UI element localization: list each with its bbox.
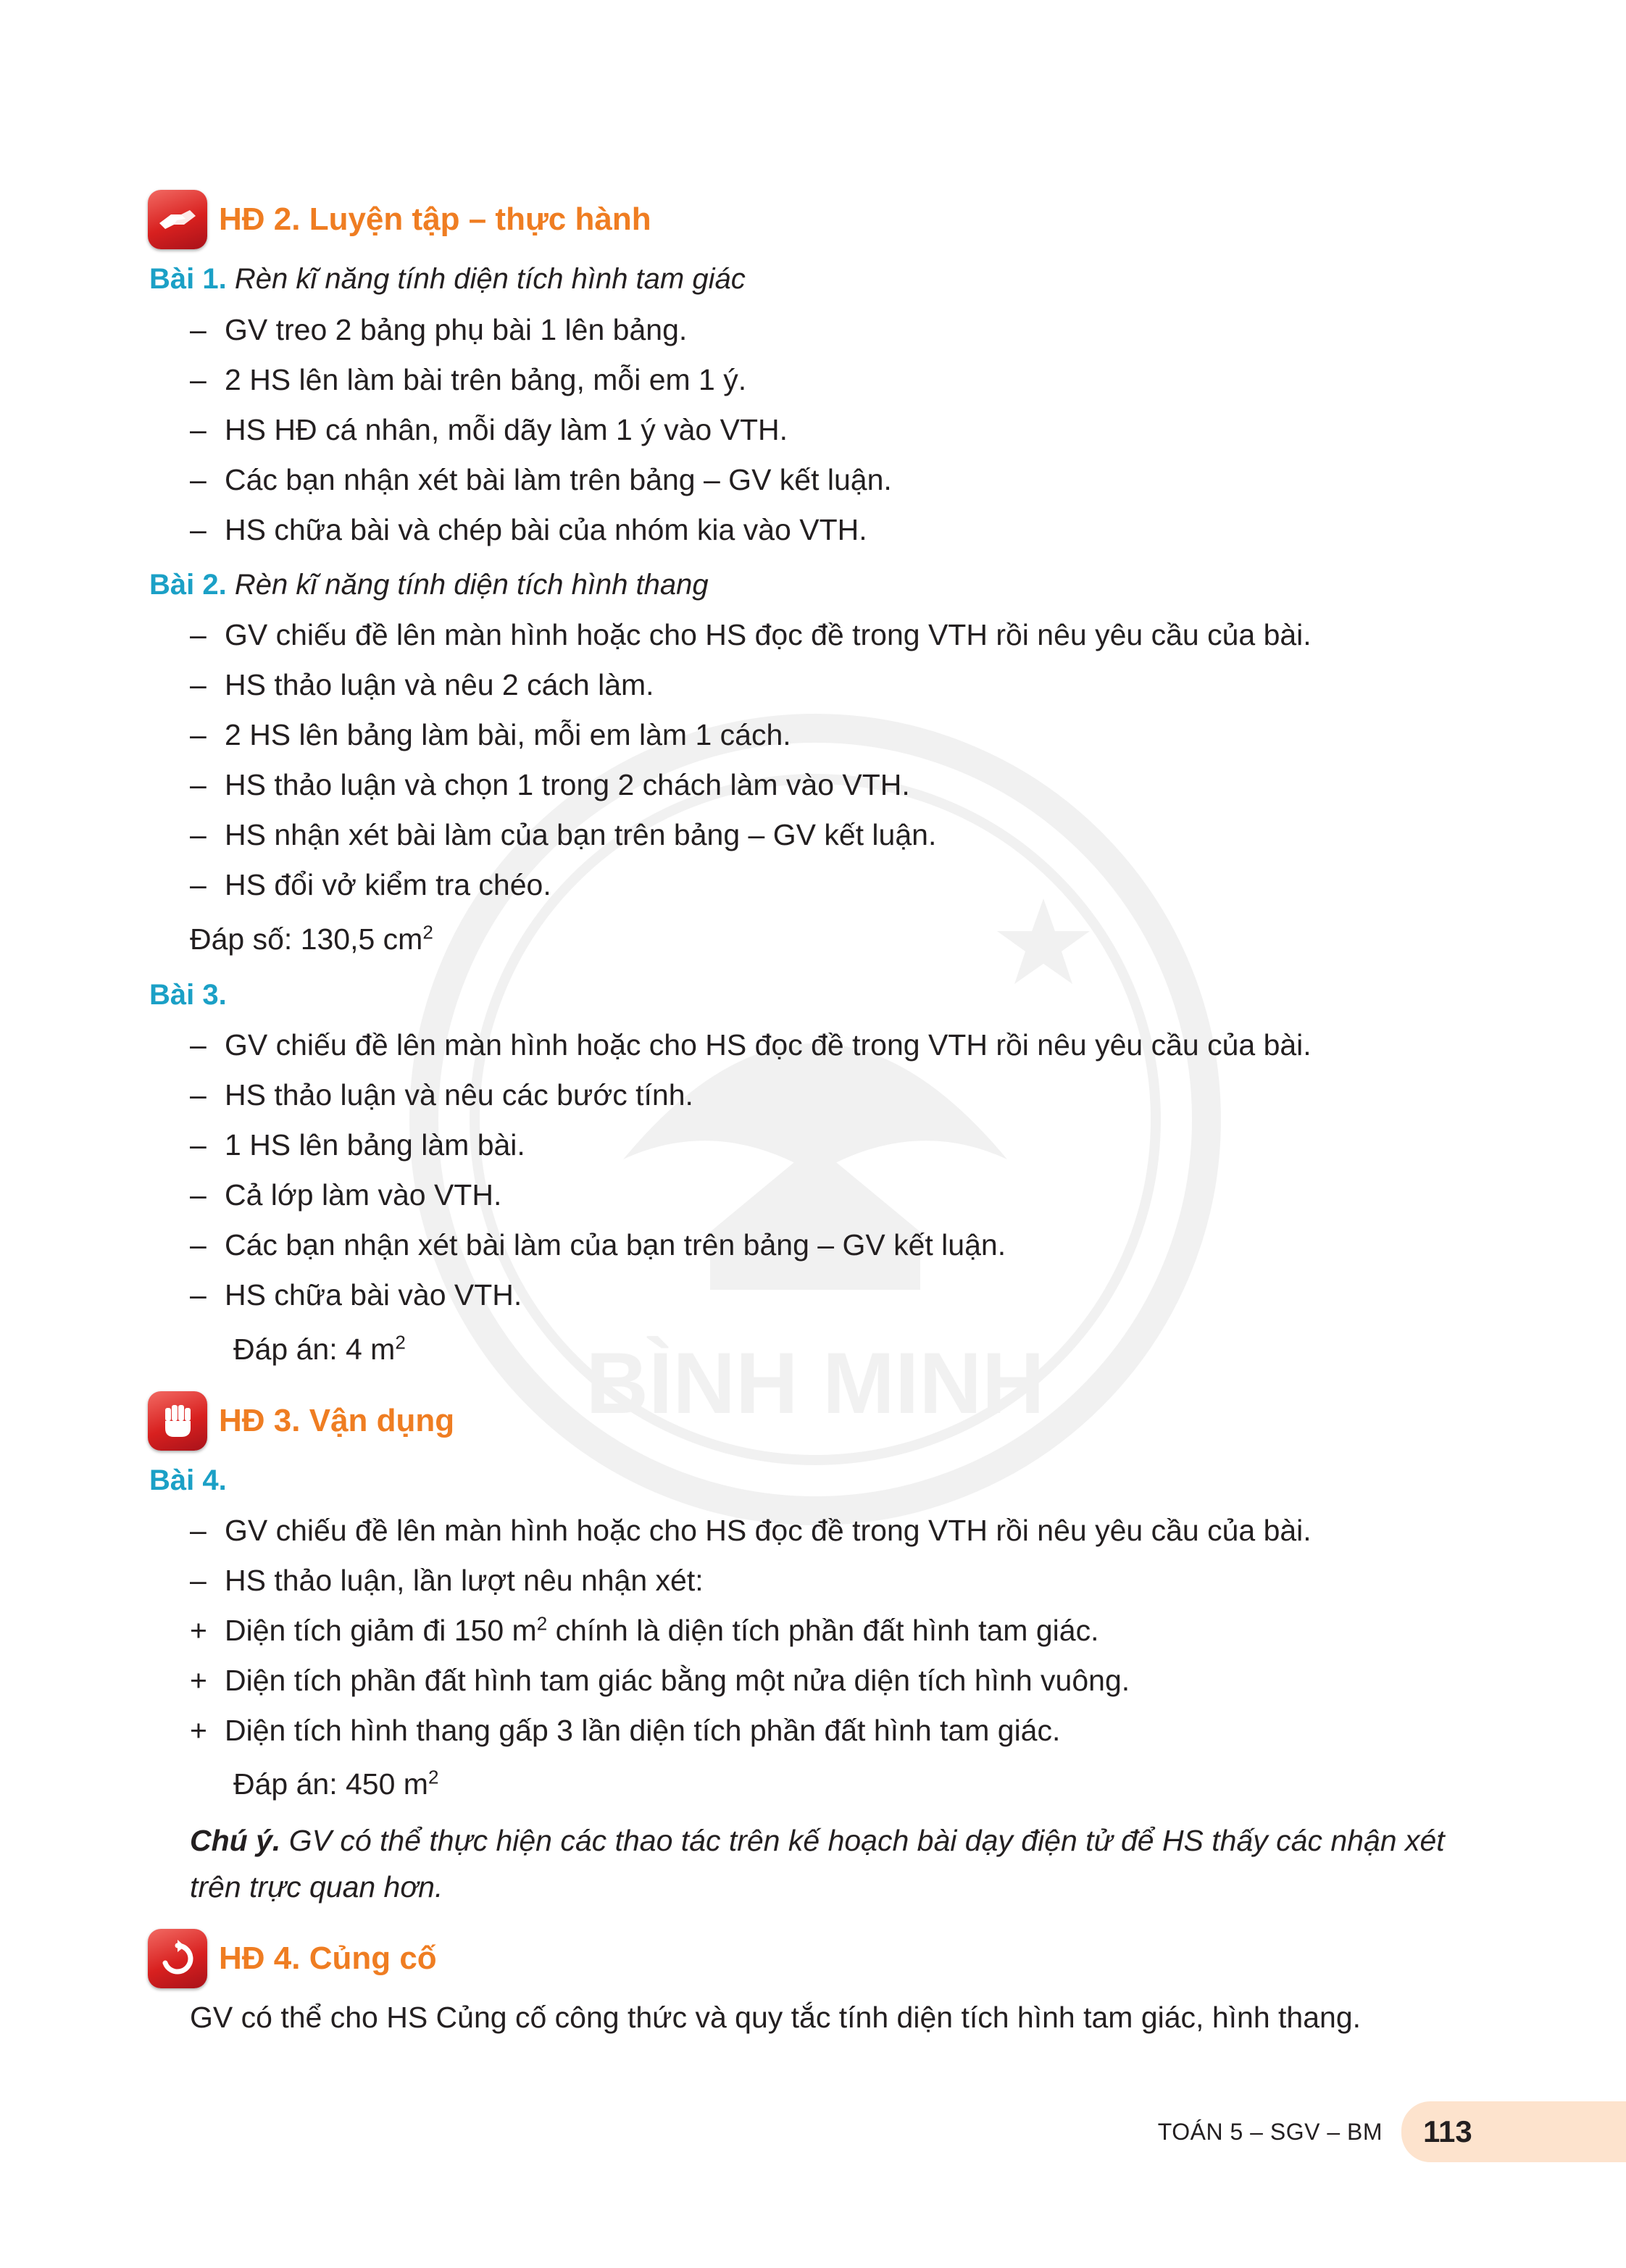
dash-marker: – <box>190 868 207 901</box>
list-item-text: GV chiếu đề lên màn hình hoặc cho HS đọc đề trong VTH rồi nêu yêu cầu của bài. <box>225 1028 1312 1062</box>
answer-text <box>233 1327 406 1371</box>
answer-value: Đáp án: 4 m <box>233 1333 396 1366</box>
dash-marker: – <box>190 1128 207 1162</box>
list-item-text: Các bạn nhận xét bài làm trên bảng – GV kết luận. <box>225 463 892 496</box>
answer-text <box>233 1762 438 1806</box>
answer-value: Đáp số: 130,5 cm <box>190 922 423 956</box>
dash-marker: – <box>190 463 207 496</box>
list-item-text: Các bạn nhận xét bài làm của bạn trên bảng – GV kết luận. <box>225 1228 1006 1262</box>
list-item-text: HS HĐ cá nhân, mỗi dãy làm 1 ý vào VTH. <box>225 413 788 446</box>
list-item-text: HS nhận xét bài làm của bạn trên bảng – GV kết luận. <box>225 818 937 851</box>
note-label: Chú ý. <box>190 1824 281 1857</box>
exercise-title-1 <box>149 257 746 301</box>
section-title: HĐ 2. Luyện tập – thực hành <box>219 201 651 237</box>
page-footer <box>1158 2101 1626 2162</box>
exercise-label: Bài 1. <box>149 263 227 295</box>
exercise-label: Bài 2. <box>149 569 227 601</box>
fist-icon <box>148 1391 207 1451</box>
dash-marker: – <box>190 1228 207 1262</box>
list-item-text: HS thảo luận và nêu 2 cách làm. <box>225 668 654 701</box>
note-paragraph <box>190 1817 1480 1910</box>
list-item-text: GV chiếu đề lên màn hình hoặc cho HS đọc đề trong VTH rồi nêu yêu cầu của bài. <box>225 1514 1312 1547</box>
list-item-text: Diện tích phần đất hình tam giác bằng một nửa diện tích hình vuông. <box>225 1664 1130 1697</box>
list-item-text: HS đổi vở kiểm tra chéo. <box>225 868 551 901</box>
dash-marker: – <box>190 1028 207 1062</box>
list-item-text: HS thảo luận và nêu các bước tính. <box>225 1078 693 1112</box>
refresh-icon <box>148 1929 207 1988</box>
note-text: GV có thể thực hiện các thao tác trên kế hoạch bài dạy điện tử để HS thấy các nhận xét trên trực quan hơn. <box>190 1824 1445 1904</box>
dash-marker: – <box>190 1514 207 1547</box>
list-item-text: 2 HS lên làm bài trên bảng, mỗi em 1 ý. <box>225 363 747 396</box>
dash-marker: – <box>190 1278 207 1312</box>
dash-marker: – <box>190 668 207 701</box>
section-heading-hd4 <box>148 1926 437 1991</box>
exercise-label: Bài 4. <box>149 1464 227 1496</box>
list-item-text: 1 HS lên bảng làm bài. <box>225 1128 525 1162</box>
list-item-text: HS thảo luận và chọn 1 trong 2 chách làm vào VTH. <box>225 768 910 801</box>
book-title: TOÁN 5 – SGV – BM <box>1157 2118 1383 2145</box>
list-item-text: Diện tích giảm đi 150 $m^2$ chính là diện tích phần đất hình tam giác. <box>225 1612 1099 1647</box>
section-heading-hd2 <box>148 187 651 252</box>
list-item-text: GV chiếu đề lên màn hình hoặc cho HS đọc đề trong VTH rồi nêu yêu cầu của bài. <box>225 618 1312 651</box>
watermark-text: BÌNH MINH <box>585 1335 1045 1432</box>
answer-superscript: 2 <box>428 1766 439 1788</box>
exercise-subtitle: Rèn kĩ năng tính diện tích hình thang <box>234 569 709 601</box>
list-item-text: Diện tích hình thang gấp 3 lần diện tích phần đất hình tam giác. <box>225 1714 1061 1747</box>
plus-marker: + <box>190 1714 207 1747</box>
exercise-title-4 <box>149 1459 227 1502</box>
dash-marker: – <box>190 413 207 446</box>
list-item-text: GV treo 2 bảng phụ bài 1 lên bảng. <box>225 313 688 346</box>
dash-marker: – <box>190 1178 207 1212</box>
list-item-text: Cả lớp làm vào VTH. <box>225 1178 502 1212</box>
answer-superscript: 2 <box>422 921 433 943</box>
section-heading-hd3 <box>148 1388 454 1454</box>
consolidation-paragraph: GV có thể cho HS Củng cố công thức và quy tắc tính diện tích hình tam giác, hình thang. <box>190 2001 1362 2034</box>
dash-marker: – <box>190 1564 207 1597</box>
dash-marker: – <box>190 313 207 346</box>
exercise-title-2 <box>149 563 709 606</box>
hands-icon <box>148 190 207 249</box>
plus-marker: + <box>190 1664 207 1697</box>
list-item-text: 2 HS lên bảng làm bài, mỗi em làm 1 cách. <box>225 718 791 751</box>
dash-marker: – <box>190 1078 207 1112</box>
exercise-title-3 <box>149 973 227 1017</box>
exercise-label: Bài 3. <box>149 979 227 1011</box>
dash-marker: – <box>190 768 207 801</box>
list-item-text: HS chữa bài vào VTH. <box>225 1278 522 1312</box>
section-title: HĐ 3. Vận dụng <box>219 1403 455 1438</box>
exercise-subtitle: Rèn kĩ năng tính diện tích hình tam giác <box>234 263 746 295</box>
dash-marker: – <box>190 718 207 751</box>
dash-marker: – <box>190 363 207 396</box>
section-title: HĐ 4. Củng cố <box>219 1940 437 1976</box>
dash-marker: – <box>190 513 207 546</box>
page-number: 113 <box>1423 2114 1472 2148</box>
answer-superscript: 2 <box>395 1331 406 1354</box>
list-item-text: HS chữa bài và chép bài của nhóm kia vào VTH. <box>225 513 867 546</box>
page-number-badge <box>1401 2101 1626 2162</box>
answer-text <box>190 917 433 961</box>
dash-marker: – <box>190 818 207 851</box>
plus-marker: + <box>190 1614 207 1647</box>
answer-value: Đáp án: 450 m <box>233 1767 428 1801</box>
dash-marker: – <box>190 618 207 651</box>
list-item-text: HS thảo luận, lần lượt nêu nhận xét: <box>225 1564 704 1597</box>
